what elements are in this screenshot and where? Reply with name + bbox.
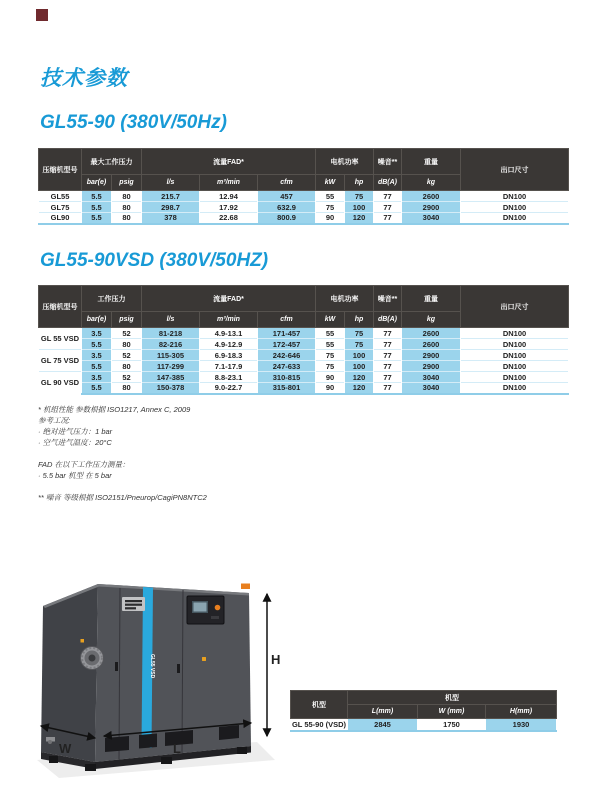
table-cell: DN100 [461,350,569,361]
dim-w-cell: 1750 [418,719,486,731]
table-row [39,361,569,372]
unit-header: kg [402,312,461,328]
table-cell: 100 [345,361,374,372]
table-cell: 77 [374,361,402,372]
table-cell: 5.5 [82,213,112,224]
table-row [39,191,569,202]
footnote-line: · 绝对进气压力：1 bar [38,427,113,436]
table-cell: 80 [112,361,142,372]
footnote-line: 参考工况: [38,416,71,425]
table-cell: 82-216 [142,339,200,350]
unit-header: psig [112,312,142,328]
table-cell: 115-305 [142,350,200,361]
table-row [39,383,569,394]
table-cell: DN100 [461,339,569,350]
table-cell: 55 [316,191,345,202]
unit-header: bar(e) [82,312,112,328]
machine-foot [237,747,247,754]
table-cell: 150-378 [142,383,200,394]
table-cell: 298.7 [142,202,200,213]
table-cell: 172-457 [258,339,316,350]
col-header-motor: 电机功率 [316,286,374,312]
dim-col-header-group: 机型 [348,691,557,705]
unit-header: l/s [142,175,200,191]
table-cell: GL 90 VSD [39,372,82,394]
col-header-pressure: 工作压力 [82,286,142,312]
table-row [39,350,569,361]
table-row [39,372,569,383]
footnote-line: * 机组性能 参数根据 ISO1217, Annex C, 2009 [38,405,191,414]
table-cell: 80 [112,383,142,394]
length-dimension-label: L [173,741,181,756]
unit-header: kg [402,175,461,191]
table-cell: 3.5 [82,372,112,383]
table-cell: 242-646 [258,350,316,361]
table-cell: 3.5 [82,328,112,339]
dim-col-header-model: 机型 [291,691,348,719]
dim-model-cell: GL 55-90 (VSD) [291,719,347,729]
unit-header: psig [112,175,142,191]
table-cell: 80 [112,213,142,224]
spec-table-vsd [38,285,569,395]
table-cell: DN100 [461,372,569,383]
table-cell: DN100 [461,191,569,202]
table-row [39,328,569,339]
logo-bar [125,604,142,606]
table-cell: 75 [345,339,374,350]
table-cell: 75 [316,202,345,213]
table-cell: 2900 [402,202,461,213]
table-cell: 77 [374,383,402,394]
table-cell: 81-218 [142,328,200,339]
top-filter-cap [241,584,250,590]
table-cell: 77 [374,328,402,339]
col-header-weight: 重量 [402,286,461,312]
table-cell: 6.9-18.3 [200,350,258,361]
table-cell: GL90 [39,213,82,224]
table-cell: 75 [316,350,345,361]
col-header-fad: 流量FAD* [142,286,316,312]
unit-header: kW [316,312,345,328]
height-dimension-label: H [271,652,281,667]
table-cell: 80 [112,191,142,202]
table-cell: 77 [374,350,402,361]
table-cell: 17.92 [200,202,258,213]
unit-header: cfm [258,312,316,328]
table-cell: 75 [345,328,374,339]
table-cell: 3.5 [82,350,112,361]
table-cell: 77 [374,372,402,383]
unit-header: hp [345,312,374,328]
width-dimension-label: W [59,741,72,756]
table-cell: 55 [316,339,345,350]
table-cell: 5.5 [82,339,112,350]
machine-foot [49,756,58,763]
table-cell: 247-633 [258,361,316,372]
col-header-noise: 噪音** [374,286,402,312]
unit-header: l/s [142,312,200,328]
unit-header: dB(A) [374,175,402,191]
table-cell: 2600 [402,339,461,350]
table-cell: DN100 [461,213,569,224]
table-cell: 7.1-17.9 [200,361,258,372]
spec-table-fixed-speed [38,148,569,225]
table-cell: 2600 [402,191,461,202]
table-cell: 457 [258,191,316,202]
table-cell: 2600 [402,328,461,339]
col-header-model: 压缩机型号 [39,149,82,191]
footnote-line: · 空气进气温度：20°C [38,438,112,447]
table-cell: 120 [345,372,374,383]
table-cell: GL 75 VSD [39,350,82,372]
dimensions-table [290,690,557,732]
table-cell: 77 [374,191,402,202]
vent-grille [219,725,239,740]
corner-mark [36,9,48,21]
table-cell: DN100 [461,361,569,372]
table-cell: 90 [316,372,345,383]
dim-col-header-w: W (mm) [418,705,486,719]
table-cell: 3040 [402,372,461,383]
table-cell: 55 [316,328,345,339]
table-cell: 52 [112,328,142,339]
section1-title: GL55-90 (380V/50Hz) [40,112,227,133]
table-cell: 90 [316,383,345,394]
dim-col-header-h: H(mm) [486,705,557,719]
logo-bar [125,600,142,602]
table-cell: 315-801 [258,383,316,394]
table-cell: 90 [316,213,345,224]
unit-header: m³/min [200,175,258,191]
cabinet-side-panel [41,584,98,762]
col-header-motor: 电机功率 [316,149,374,175]
unit-header: hp [345,175,374,191]
dim-l-cell: 2845 [348,719,418,731]
table-cell: GL 55 VSD [39,328,82,350]
table-cell: DN100 [461,202,569,213]
unit-header: bar(e) [82,175,112,191]
machine-foot [161,757,172,764]
table-cell: 8.8-23.1 [200,372,258,383]
col-header-max-pressure: 最大工作压力 [82,149,142,175]
machine-foot [85,764,96,771]
table-row [39,339,569,350]
dim-col-header-l: L(mm) [348,705,418,719]
col-header-outlet: 出口尺寸 [461,149,569,191]
door-handle [177,664,180,673]
table-cell: DN100 [461,328,569,339]
table-cell: 147-385 [142,372,200,383]
unit-header: dB(A) [374,312,402,328]
stripe-model-label: GL55 VSD [148,654,155,679]
warning-sticker [81,639,85,643]
unit-header: cfm [258,175,316,191]
table-row [39,213,569,224]
unit-header: kW [316,175,345,191]
vent-grille [139,734,157,749]
table-cell: 2900 [402,350,461,361]
table-cell: 75 [316,361,345,372]
table-cell: 310-815 [258,372,316,383]
table-cell: DN100 [461,383,569,394]
table-cell: 5.5 [82,191,112,202]
footnote-line: ** 噪音 等级根据 ISO2151/Pneurop/CagiPN8NTC2 [38,493,207,502]
table-cell: 4.9-12.9 [200,339,258,350]
table-cell: 5.5 [82,383,112,394]
table-cell: 100 [345,350,374,361]
table-cell: 120 [345,383,374,394]
table-cell: 77 [374,213,402,224]
table-cell: 3040 [402,383,461,394]
table-cell: 9.0-22.7 [200,383,258,394]
drain-fitting [48,740,52,744]
footnote-line: · 5.5 bar 机型 在 5 bar [38,471,112,480]
footnotes [38,404,207,514]
unit-header: m³/min [200,312,258,328]
page-title: 技术参数 [40,67,128,90]
door-handle [115,662,118,671]
table-cell: 77 [374,339,402,350]
table-cell: 4.9-13.1 [200,328,258,339]
table-cell: 75 [345,191,374,202]
panel-keys [211,616,219,619]
col-header-weight: 重量 [402,149,461,175]
table-cell: 80 [112,202,142,213]
col-header-model: 压缩机型号 [39,286,82,328]
table-cell: 5.5 [82,202,112,213]
table-row [291,719,557,731]
section2-title: GL55-90VSD (380V/50HZ) [40,250,269,271]
footnote-line: FAD 在以下工作压力测量： [38,460,130,469]
table-cell: 77 [374,202,402,213]
dim-h-cell: 1930 [486,719,557,731]
table-cell: 52 [112,350,142,361]
table-cell: GL75 [39,202,82,213]
col-header-outlet: 出口尺寸 [461,286,569,328]
table-cell: 22.68 [200,213,258,224]
logo-bar [125,607,136,609]
control-screen-display [194,603,207,612]
table-cell: 215.7 [142,191,200,202]
table-cell: 80 [112,339,142,350]
table-cell: 12.94 [200,191,258,202]
table-cell: 52 [112,372,142,383]
col-header-noise: 噪音** [374,149,402,175]
table-cell: 632.9 [258,202,316,213]
table-cell: 378 [142,213,200,224]
table-row [39,202,569,213]
table-cell: GL55 [39,191,82,202]
table-cell: 100 [345,202,374,213]
table-cell: 3040 [402,213,461,224]
warning-sticker [202,657,206,661]
table-cell: 2900 [402,361,461,372]
compressor-photo [25,580,305,790]
table-cell: 800.9 [258,213,316,224]
vent-grille [105,736,129,752]
table-cell: 171-457 [258,328,316,339]
side-flange-hole [89,655,96,662]
table-cell: 5.5 [82,361,112,372]
emergency-button [215,605,221,611]
col-header-fad: 流量FAD* [142,149,316,175]
table-cell: 117-299 [142,361,200,372]
table-cell: 120 [345,213,374,224]
